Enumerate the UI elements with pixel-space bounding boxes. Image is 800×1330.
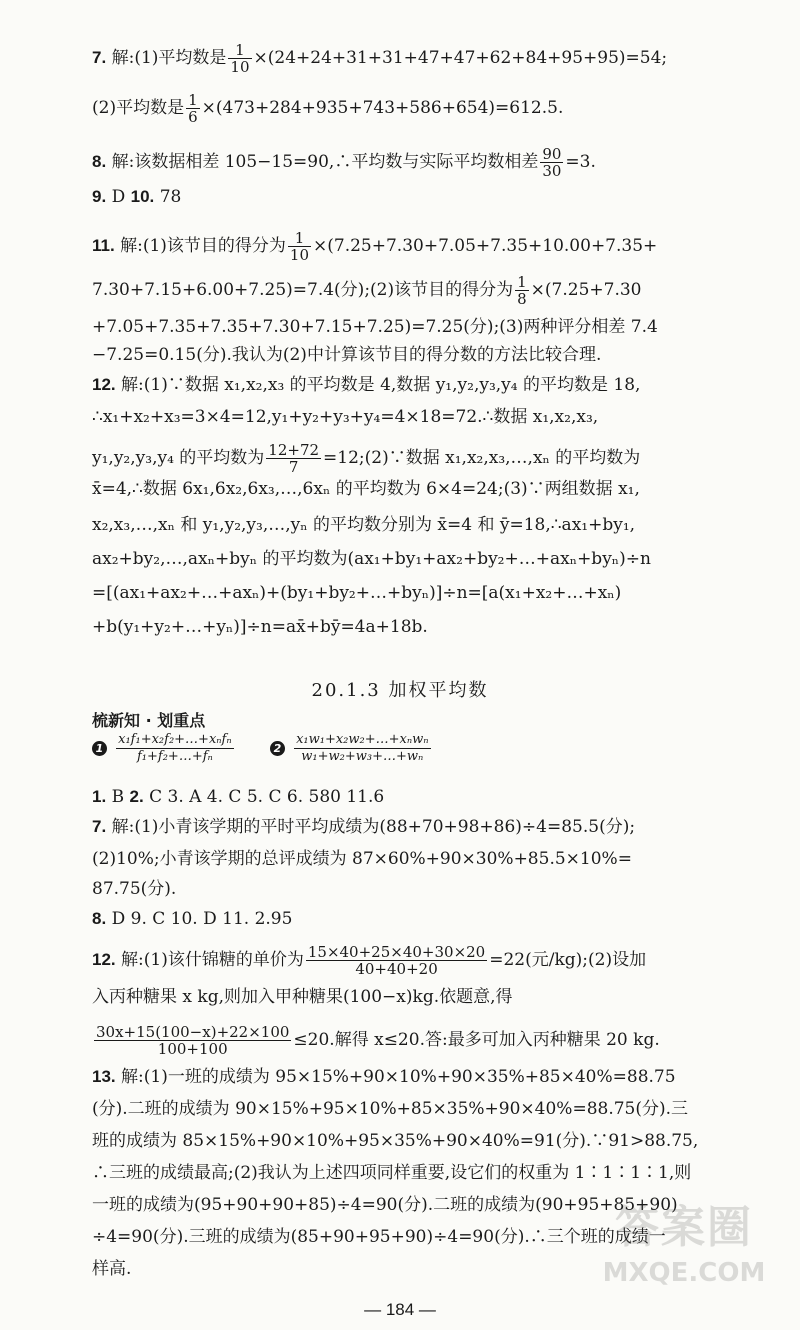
fraction-denominator: 40+40+20 [355,960,438,978]
question-number: 9. [92,187,107,206]
text-line [92,374,770,396]
fraction-numerator: 1 [228,42,251,59]
line-text: 样高. [92,1259,132,1279]
line-text: 87.75(分). [92,879,177,899]
question-number: 8. [92,152,107,171]
line-text: 解:(1)∵数据 x₁,x₂,x₃ 的平均数是 4,数据 y₁,y₂,y₃,y₄ 的平均数是 18, [121,375,641,395]
text-line [92,514,770,536]
formula-1-numerator: x₁f₁+x₂f₂+…+xₙfₙ [118,732,232,747]
formula-1-denominator: f₁+f₂+…+fₙ [136,749,213,764]
line-text: 解:(1)小青该学期的平时平均成绩为(88+70+98+86)÷4=85.5(分); [111,817,636,837]
text-line [92,42,770,75]
question-number: 8. [92,909,107,928]
line-text: y₁,y₂,y₃,y₄ 的平均数为 [92,448,265,468]
watermark-url: MXQE.COM [602,1258,766,1288]
line-text: +7.05+7.35+7.35+7.30+7.15+7.25)=7.25(分);(3)两种评分相差 7.4 [92,317,658,337]
line-text: 班的成绩为 85×15%+90×10%+95×35%+90×40%=91(分).∵91>88.75, [92,1131,699,1151]
line-text: (2)平均数是 [92,98,185,118]
page-number: — 184 — [364,1300,436,1319]
text-line [92,1098,770,1120]
question-number: 10. [130,187,155,206]
line-text: =22(元/kg);(2)设加 [489,950,647,970]
fraction-denominator: 100+100 [157,1040,228,1058]
question-number: 11. [92,236,115,255]
text-line [92,146,770,179]
text-line [92,986,770,1008]
line-text: 7.30+7.15+6.00+7.25)=7.4(分);(2)该节目的得分为 [92,280,514,300]
line-text: ×(7.25+7.30+7.05+7.35+10.00+7.35+ [313,236,658,256]
fraction-numerator: 1 [188,91,198,109]
question-number: 12. [92,375,116,394]
fraction-numerator: 30x+15(100−x)+22×100 [96,1023,290,1041]
text-line [92,316,770,338]
text-line [92,478,770,500]
text-line [92,406,770,428]
formula-2-denominator: w₁+w₂+w₃+…+wₙ [301,749,424,764]
text-line [92,344,770,366]
line-text: ax₂+by₂,…,axₙ+byₙ 的平均数为(ax₁+by₁+ax₂+by₂+…+axₙ+byₙ)÷n [92,549,651,569]
text-line [92,1024,770,1057]
line-text: ∴x₁+x₂+x₃=3×4=12,y₁+y₂+y₃+y₄=4×18=72.∴数据 x₁,x₂,x₃, [92,407,599,427]
text-line [92,274,770,307]
question-number: 7. [92,48,107,67]
fraction [288,230,311,263]
line-text: ×(7.25+7.30 [530,280,642,300]
question-number: 1. [92,787,107,806]
text-line [92,944,770,977]
text-line [92,548,770,570]
weighted-mean-formulas [92,732,433,765]
text-line [92,92,770,125]
line-text: D 9. C 10. D 11. 2.95 [111,909,293,929]
text-line [92,1066,770,1088]
question-number: 2. [129,787,144,806]
line-text: B [111,787,130,807]
fraction-denominator: 6 [188,108,198,126]
line-text: =3. [565,152,596,172]
fraction-denominator: 10 [230,58,250,76]
question-number: 13. [92,1067,116,1086]
text-line [92,230,770,263]
fraction-numerator: 1 [517,273,527,291]
badge-2-icon: 2 [270,741,285,756]
fraction [186,92,200,125]
line-text: ÷4=90(分).三班的成绩为(85+90+95+90)÷4=90(分).∴三个班的成绩一 [92,1227,666,1247]
text-line [92,908,770,930]
watermark-logo-text: 答案圈 [615,1202,753,1253]
fraction-numerator: 1 [288,230,311,247]
fraction [228,42,251,75]
text-line [92,616,770,638]
fraction [306,944,487,977]
line-text: 入丙种糖果 x kg,则加入甲种糖果(100−x)kg.依题意,得 [92,987,513,1007]
text-line [92,186,770,208]
fraction [540,146,563,179]
line-text: =12;(2)∵数据 x₁,x₂,x₃,…,xₙ 的平均数为 [323,448,641,468]
section-header: 梳新知 · 划重点 [92,711,206,730]
text-line [92,816,770,838]
line-text: =[(ax₁+ax₂+…+axₙ)+(by₁+by₂+…+byₙ)]÷n=[a(x₁+x₂+…+xₙ) [92,583,622,603]
formula-1 [116,732,234,765]
line-text: D [111,187,131,207]
fraction-denominator: 8 [517,290,527,308]
line-text: ×(473+284+935+743+586+654)=612.5. [201,98,564,118]
line-text: (分).二班的成绩为 90×15%+95×10%+85×35%+90×40%=88.75(分).三 [92,1099,689,1119]
fraction-numerator: 12+72 [268,441,320,459]
formula-2-numerator: x₁w₁+x₂w₂+…+xₙwₙ [296,732,429,747]
fraction [266,442,321,475]
line-text: 解:(1)一班的成绩为 95×15%+90×10%+90×35%+85×40%=88.75 [121,1067,676,1087]
question-number: 12. [92,950,116,969]
text-line [92,878,770,900]
line-text: 78 [159,187,182,207]
text-line [92,1162,770,1184]
text-line [92,582,770,604]
line-text: ×(24+24+31+31+47+47+62+84+95+95)=54; [253,48,668,68]
fraction-denominator: 10 [289,246,310,264]
question-number: 7. [92,817,107,836]
line-text: 一班的成绩为(95+90+90+85)÷4=90(分).二班的成绩为(90+95+85+90) [92,1195,678,1215]
fraction-numerator: 15×40+25×40+30×20 [307,943,486,961]
badge-1-icon: 1 [92,741,107,756]
line-text: −7.25=0.15(分).我认为(2)中计算该节目的得分数的方法比较合理. [92,345,602,365]
line-text: (2)10%;小青该学期的总评成绩为 87×60%+90×30%+85.5×10%= [92,849,632,869]
text-line [92,848,770,870]
fraction-denominator: 30 [542,162,562,180]
line-text: x̄=4,∴数据 6x₁,6x₂,6x₃,…,6xₙ 的平均数为 6×4=24;(3)∵两组数据 x₁, [92,479,640,499]
section-title: 20.1.3 加权平均数 [311,680,489,701]
watermark-logo [586,1198,782,1314]
text-line [92,442,770,475]
formula-2 [294,732,430,765]
line-text: 解:(1)该节目的得分为 [120,236,286,256]
line-text: C 3. A 4. C 5. C 6. 580 11.6 [149,787,385,807]
text-line [92,786,770,808]
line-text: 解:该数据相差 105−15=90,∴平均数与实际平均数相差 [111,152,539,172]
text-line [92,1130,770,1152]
fraction-numerator: 90 [542,145,562,163]
line-text: +b(y₁+y₂+…+yₙ)]÷n=ax̄+bȳ=4a+18b. [92,617,428,637]
line-text: x₂,x₃,…,xₙ 和 y₁,y₂,y₃,…,yₙ 的平均数分别为 x̄=4 和 ȳ=18,∴ax₁+by₁, [92,515,636,535]
fraction [94,1024,291,1057]
line-text: ∴三班的成绩最高;(2)我认为上述四项同样重要,设它们的权重为 1∶1∶1∶1,则 [92,1163,692,1183]
line-text: 解:(1)平均数是 [111,48,227,68]
fraction-denominator: 7 [288,458,299,476]
fraction [515,274,529,307]
line-text: ≤20.解得 x≤20.答:最多可加入丙种糖果 20 kg. [293,1030,660,1050]
line-text: 解:(1)该什锦糖的单价为 [121,950,304,970]
